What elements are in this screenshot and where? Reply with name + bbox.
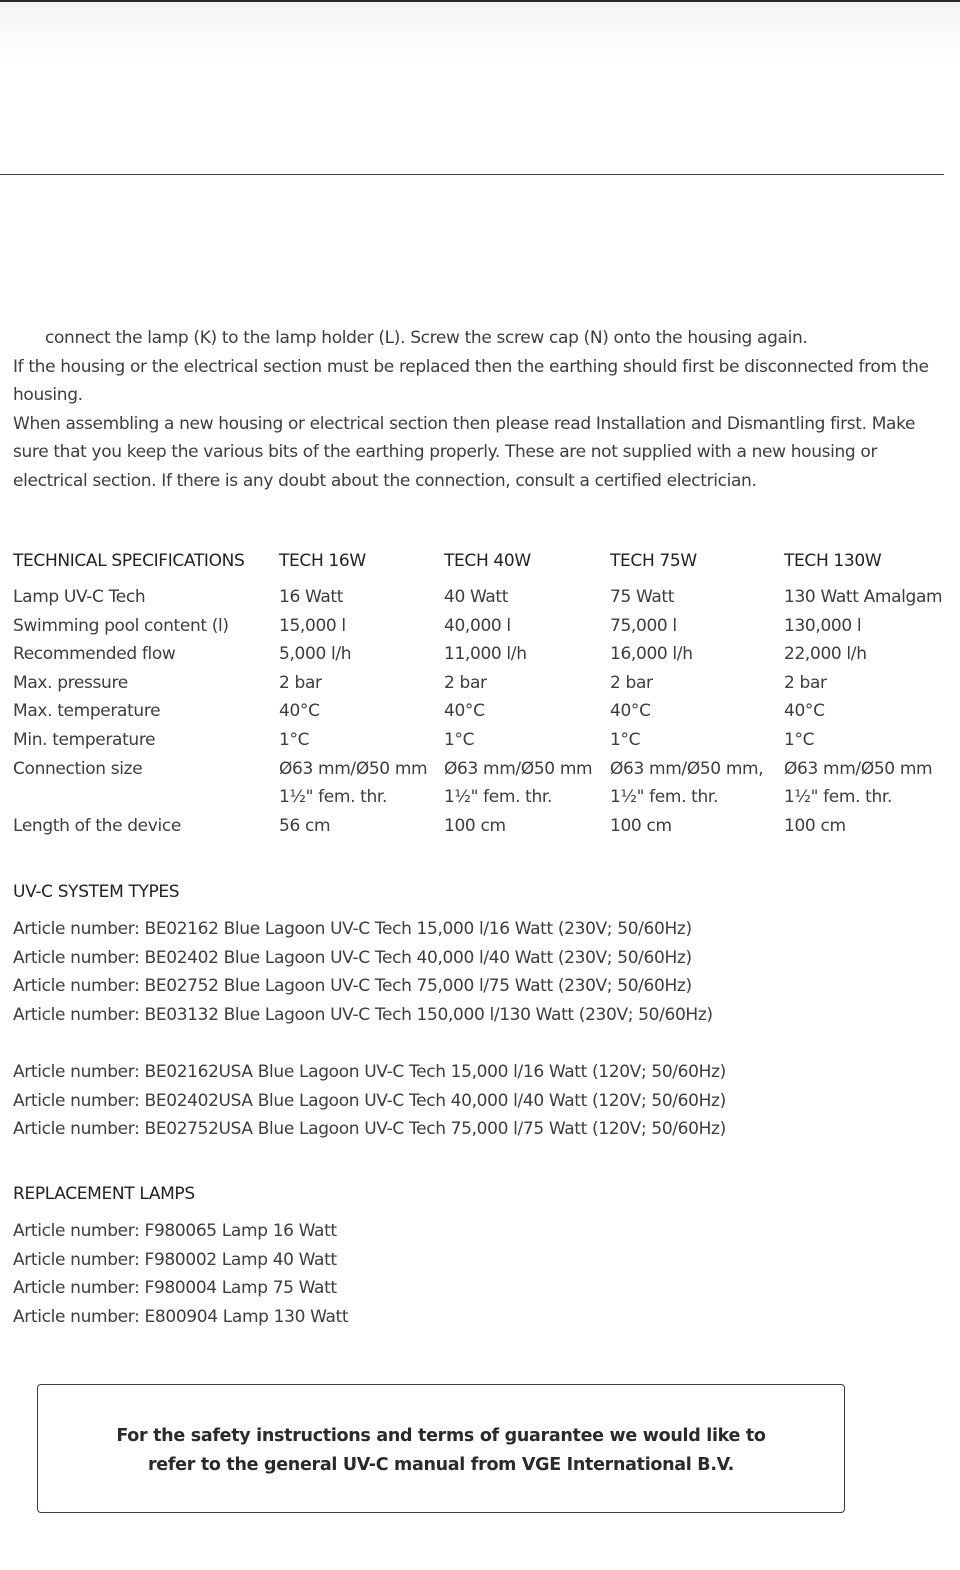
list-item: Article number: BE03132 Blue Lagoon UV-C Tech 150,000 l/130 Watt (230V; 50/60Hz) (13, 1004, 713, 1025)
spec-value: 1½" fem. thr. (444, 787, 553, 808)
table-row (13, 726, 954, 755)
spec-value: 40 Watt (444, 587, 509, 607)
list-item: Article number: BE02402 Blue Lagoon UV-C Tech 40,000 l/40 Watt (230V; 50/60Hz) (13, 947, 692, 968)
spec-value: 40,000 l (444, 615, 511, 636)
spec-value: 1½" fem. thr. (279, 787, 388, 808)
spec-value: 22,000 l/h (784, 644, 867, 665)
spec-value: 130 Watt Amalgam (784, 587, 943, 607)
table-row (13, 697, 954, 726)
spec-value: 100 cm (784, 815, 846, 836)
table-row (13, 755, 954, 784)
system-types-heading: UV-C SYSTEM TYPES (13, 882, 180, 902)
spec-header-tech40w: TECH 40W (444, 551, 531, 571)
spec-value: Ø63 mm/Ø50 mm (784, 758, 933, 779)
spec-header-tech130w: TECH 130W (784, 551, 882, 571)
instructions-text (13, 324, 948, 496)
spec-value: 15,000 l (279, 615, 346, 636)
top-shadow-band (0, 2, 960, 62)
spec-value: 1°C (279, 729, 310, 750)
table-row (13, 583, 954, 612)
notice-line-1: For the safety instructions and terms of guarantee we would like to (116, 1425, 766, 1446)
spec-value: 130,000 l (784, 615, 862, 636)
replacement-lamps-heading: REPLACEMENT LAMPS (13, 1184, 195, 1204)
spec-label: Length of the device (13, 815, 181, 836)
table-row (13, 669, 954, 698)
list-item: Article number: BE02752 Blue Lagoon UV-C Tech 75,000 l/75 Watt (230V; 50/60Hz) (13, 976, 692, 997)
spec-value: 75,000 l (610, 615, 677, 636)
spec-header-row (13, 547, 954, 583)
list-item: Article number: BE02162 Blue Lagoon UV-C Tech 15,000 l/16 Watt (230V; 50/60Hz) (13, 919, 692, 939)
group-spacer (13, 1029, 726, 1058)
safety-notice-text (116, 1422, 765, 1480)
spec-label: Connection size (13, 758, 143, 779)
list-item: Article number: F980002 Lamp 40 Watt (13, 1249, 337, 1270)
spec-value: 75 Watt (610, 587, 675, 607)
spec-value: 1½" fem. thr. (784, 787, 893, 808)
spec-value: 56 cm (279, 815, 331, 836)
spec-value: 1°C (444, 729, 475, 750)
spec-value: 2 bar (610, 672, 653, 693)
list-item: Article number: F980004 Lamp 75 Watt (13, 1278, 337, 1299)
spec-value: 1½" fem. thr. (610, 787, 719, 808)
spec-value: 1°C (784, 729, 815, 750)
list-item: Article number: BE02402USA Blue Lagoon UV-C Tech 40,000 l/40 Watt (120V; 50/60Hz) (13, 1090, 726, 1111)
paragraph-earthing-disconnect: If the housing or the electrical section must be replaced then the earthing should first be disconnected from the housing. (13, 356, 929, 406)
spec-label: Max. temperature (13, 701, 161, 722)
system-types-section (13, 878, 726, 1144)
spec-value: 40°C (610, 701, 651, 722)
spec-header-tech75w: TECH 75W (610, 551, 697, 571)
paragraph-lamp-connection: connect the lamp (K) to the lamp holder (L). Screw the screw cap (N) onto the housing again. (45, 328, 808, 348)
spec-value: 2 bar (784, 672, 827, 693)
technical-specifications-table (13, 547, 954, 840)
spec-value: 16,000 l/h (610, 644, 693, 665)
paragraph-assembly-note: When assembling a new housing or electrical section then please read Installation and Dismantling first. Make sure that you keep the various bits of the earthing properly. These are not supplied with a new housing or electrical section. If there is any doubt about the connection, consult a certified electrician. (13, 413, 916, 491)
spec-header-title: TECHNICAL SPECIFICATIONS (13, 551, 245, 571)
spec-value: 40°C (784, 701, 825, 722)
spec-value: 2 bar (279, 672, 322, 693)
list-item: Article number: BE02162USA Blue Lagoon UV-C Tech 15,000 l/16 Watt (120V; 50/60Hz) (13, 1061, 726, 1082)
table-row (13, 640, 954, 669)
list-item: Article number: E800904 Lamp 130 Watt (13, 1306, 349, 1327)
safety-notice-box (37, 1384, 845, 1513)
table-row (13, 612, 954, 641)
spec-header-tech16w: TECH 16W (279, 551, 366, 571)
list-item: Article number: BE02752USA Blue Lagoon UV-C Tech 75,000 l/75 Watt (120V; 50/60Hz) (13, 1119, 726, 1140)
spec-value: 1°C (610, 729, 641, 750)
spec-value: 40°C (444, 701, 485, 722)
spec-label (13, 783, 279, 812)
spec-value: Ø63 mm/Ø50 mm (444, 758, 593, 779)
replacement-lamps-section (13, 1180, 348, 1331)
table-row (13, 783, 954, 812)
header-divider (0, 174, 944, 175)
spec-label: Swimming pool content (l) (13, 615, 229, 636)
notice-line-2: refer to the general UV-C manual from VGE International B.V. (147, 1454, 735, 1475)
spec-value: 16 Watt (279, 587, 344, 607)
spec-label: Min. temperature (13, 729, 156, 750)
spec-label: Max. pressure (13, 672, 128, 693)
spec-value: Ø63 mm/Ø50 mm, (610, 758, 764, 779)
list-item: Article number: F980065 Lamp 16 Watt (13, 1221, 337, 1241)
spec-value: Ø63 mm/Ø50 mm (279, 758, 428, 779)
spec-value: 100 cm (610, 815, 672, 836)
spec-label: Recommended flow (13, 644, 176, 665)
spec-value: 5,000 l/h (279, 644, 352, 665)
spec-value: 40°C (279, 701, 320, 722)
spec-value: 2 bar (444, 672, 487, 693)
spec-value: 100 cm (444, 815, 506, 836)
spec-label: Lamp UV-C Tech (13, 587, 146, 607)
spec-value: 11,000 l/h (444, 644, 527, 665)
table-row (13, 812, 954, 841)
